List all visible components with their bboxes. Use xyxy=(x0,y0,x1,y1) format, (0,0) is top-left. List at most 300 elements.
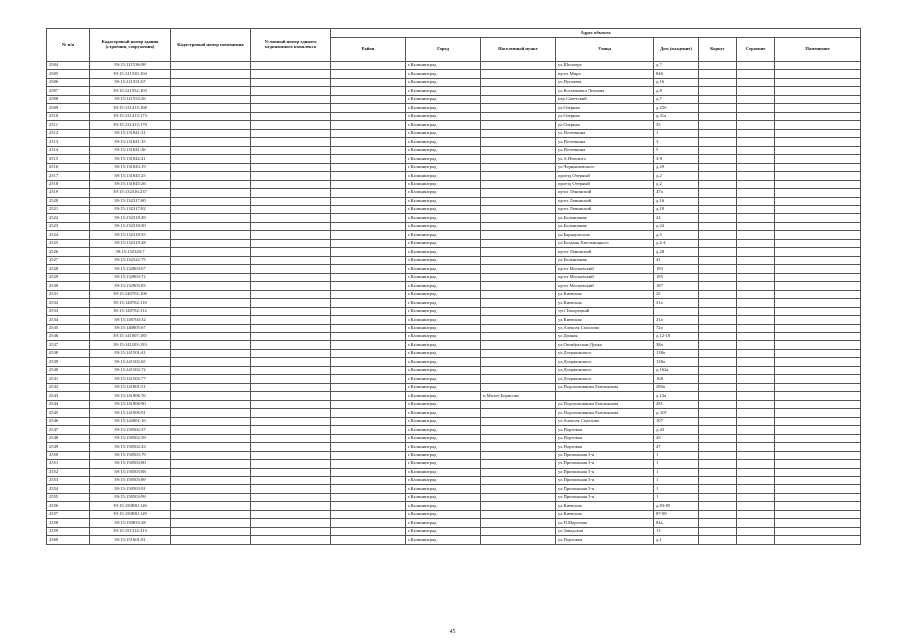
district-cell xyxy=(331,180,406,188)
street-cell: ул.Дзержинского xyxy=(556,375,654,383)
district-cell xyxy=(331,290,406,298)
house-cell: 1 xyxy=(654,460,699,468)
building-cell xyxy=(737,510,775,518)
row-number-cell: 2555 xyxy=(47,493,90,501)
cadastral-building-cell: 39:15:150833:28 xyxy=(90,519,171,527)
district-cell xyxy=(331,307,406,315)
table-row xyxy=(47,256,861,264)
city-cell: г.Калининград xyxy=(406,502,481,510)
room-cell xyxy=(775,273,861,281)
cadastral-building-cell: 39:15:131841:36 xyxy=(90,146,171,154)
room-cell xyxy=(775,138,861,146)
street-cell: ул.Подполковника Емельянова xyxy=(556,400,654,408)
district-cell xyxy=(331,112,406,120)
cadastral-building-cell: 39:15:151601:81 xyxy=(90,536,171,544)
district-cell xyxy=(331,265,406,273)
conditional-complex-cell xyxy=(251,417,331,425)
table-row xyxy=(47,205,861,213)
cadastral-room-cell xyxy=(171,197,251,205)
district-cell xyxy=(331,146,406,154)
korpus-cell xyxy=(699,290,737,298)
row-number-cell: 2531 xyxy=(47,290,90,298)
cadastral-building-cell: 39:15:121553:26 xyxy=(90,95,171,103)
building-cell xyxy=(737,307,775,315)
table-row xyxy=(47,197,861,205)
house-cell xyxy=(654,307,699,315)
room-cell xyxy=(775,112,861,120)
table-row xyxy=(47,265,861,273)
cadastral-building-cell: 39:15:121536:98 xyxy=(90,62,171,70)
settlement-cell xyxy=(481,349,556,357)
street-cell: пр-кт Мира xyxy=(556,70,654,78)
cadastral-building-cell: 39:15:121552:103 xyxy=(90,87,171,95)
house-cell: д.43 xyxy=(654,426,699,434)
conditional-complex-cell xyxy=(251,290,331,298)
row-number-cell: 2523 xyxy=(47,222,90,230)
city-cell: г.Калининград xyxy=(406,299,481,307)
cadastral-room-cell xyxy=(171,316,251,324)
conditional-complex-cell xyxy=(251,307,331,315)
cadastral-building-cell: 39:15:150503:79 xyxy=(90,451,171,459)
row-number-cell: 2525 xyxy=(47,239,90,247)
row-number-cell: 2559 xyxy=(47,527,90,535)
table-row xyxy=(47,248,861,256)
header-address-group: Адрес объекта xyxy=(331,29,861,38)
row-number-cell: 2537 xyxy=(47,341,90,349)
room-cell xyxy=(775,299,861,307)
street-cell: ул.Причальная 5-я xyxy=(556,476,654,484)
street-cell: ул.Дачная xyxy=(556,333,654,341)
settlement-cell xyxy=(481,476,556,484)
cadastral-building-cell: 39:15:131413:173 xyxy=(90,112,171,120)
cadastral-building-cell: 39:15:150502:43 xyxy=(90,443,171,451)
house-cell: д.29 xyxy=(654,163,699,171)
building-cell xyxy=(737,366,775,374)
cadastral-room-cell xyxy=(171,129,251,137)
house-cell: 185 xyxy=(654,273,699,281)
building-cell xyxy=(737,121,775,129)
cadastral-room-cell xyxy=(171,443,251,451)
street-cell: ул.Озерная xyxy=(556,104,654,112)
conditional-complex-cell xyxy=(251,485,331,493)
korpus-cell xyxy=(699,129,737,137)
row-number-cell: 2546 xyxy=(47,417,90,425)
district-cell xyxy=(331,239,406,247)
header-settlement: Населенный пункт xyxy=(481,38,556,62)
city-cell: г.Калининград xyxy=(406,180,481,188)
korpus-cell xyxy=(699,231,737,239)
room-cell xyxy=(775,426,861,434)
cadastral-room-cell xyxy=(171,400,251,408)
city-cell: г.Калининград xyxy=(406,231,481,239)
building-cell xyxy=(737,460,775,468)
room-cell xyxy=(775,231,861,239)
conditional-complex-cell xyxy=(251,536,331,544)
settlement-cell xyxy=(481,282,556,290)
table-row xyxy=(47,324,861,332)
district-cell xyxy=(331,366,406,374)
building-cell xyxy=(737,434,775,442)
cadastral-building-cell: 39:15:140702:110 xyxy=(90,299,171,307)
room-cell xyxy=(775,417,861,425)
table-row xyxy=(47,112,861,120)
room-cell xyxy=(775,180,861,188)
cadastral-building-cell: 39:15:131842:41 xyxy=(90,155,171,163)
conditional-complex-cell xyxy=(251,349,331,357)
house-cell: д.12-18 xyxy=(654,333,699,341)
city-cell: г.Калининград xyxy=(406,222,481,230)
korpus-cell xyxy=(699,417,737,425)
page-number: 45 xyxy=(449,629,456,635)
city-cell: г.Калининград xyxy=(406,129,481,137)
room-cell xyxy=(775,460,861,468)
room-cell xyxy=(775,383,861,391)
header-room: Помещение xyxy=(775,38,861,62)
building-cell xyxy=(737,112,775,120)
korpus-cell xyxy=(699,316,737,324)
street-cell: ул.Барнаульская xyxy=(556,231,654,239)
house-cell: д.5 xyxy=(654,231,699,239)
street-cell: ул.Больничная xyxy=(556,214,654,222)
cadastral-building-cell: 39:15:121551:67 xyxy=(90,78,171,86)
city-cell: г.Калининград xyxy=(406,409,481,417)
korpus-cell xyxy=(699,299,737,307)
settlement-cell xyxy=(481,189,556,197)
district-cell xyxy=(331,476,406,484)
room-cell xyxy=(775,468,861,476)
district-cell xyxy=(331,189,406,197)
house-cell: д.8 xyxy=(654,87,699,95)
building-cell xyxy=(737,392,775,400)
row-number-cell: 2516 xyxy=(47,163,90,171)
conditional-complex-cell xyxy=(251,256,331,264)
row-number-cell: 2548 xyxy=(47,434,90,442)
cadastral-room-cell xyxy=(171,451,251,459)
street-cell: ул.Алексея Сміллова xyxy=(556,324,654,332)
cadastral-room-cell xyxy=(171,536,251,544)
settlement-cell xyxy=(481,468,556,476)
cadastral-building-cell: 39:15:141103:193 xyxy=(90,341,171,349)
cadastral-building-cell: 39:15:141801:51 xyxy=(90,383,171,391)
street-cell: ул.Портовая xyxy=(556,426,654,434)
cadastral-room-cell xyxy=(171,375,251,383)
korpus-cell xyxy=(699,62,737,70)
room-cell xyxy=(775,502,861,510)
conditional-complex-cell xyxy=(251,231,331,239)
room-cell xyxy=(775,222,861,230)
settlement-cell xyxy=(481,307,556,315)
city-cell: г.Калининград xyxy=(406,189,481,197)
settlement-cell xyxy=(481,375,556,383)
cadastral-building-cell: 39:15:140704:32 xyxy=(90,316,171,324)
building-cell xyxy=(737,239,775,247)
room-cell xyxy=(775,366,861,374)
house-cell: д.18 xyxy=(654,205,699,213)
settlement-cell xyxy=(481,112,556,120)
cadastral-room-cell xyxy=(171,485,251,493)
building-cell xyxy=(737,205,775,213)
row-number-cell: 2515 xyxy=(47,155,90,163)
cadastral-building-cell: 39:15:150830:129 xyxy=(90,510,171,518)
korpus-cell xyxy=(699,180,737,188)
settlement-cell xyxy=(481,104,556,112)
korpus-cell xyxy=(699,205,737,213)
street-cell: проезд Озерный xyxy=(556,172,654,180)
row-number-cell: 2541 xyxy=(47,375,90,383)
house-cell: д.28 xyxy=(654,248,699,256)
table-body xyxy=(47,62,861,545)
cadastral-room-cell xyxy=(171,409,251,417)
house-cell: д.25б xyxy=(654,104,699,112)
table-row xyxy=(47,239,861,247)
street-cell: туп.Тихорецкий xyxy=(556,307,654,315)
city-cell: г.Калининград xyxy=(406,426,481,434)
row-number-cell: 2508 xyxy=(47,95,90,103)
cadastral-room-cell xyxy=(171,265,251,273)
room-cell xyxy=(775,172,861,180)
building-cell xyxy=(737,95,775,103)
settlement-cell xyxy=(481,493,556,501)
street-cell: ул.Киевская xyxy=(556,502,654,510)
district-cell xyxy=(331,248,406,256)
room-cell xyxy=(775,324,861,332)
settlement-cell xyxy=(481,70,556,78)
house-cell: 47 xyxy=(654,443,699,451)
cadastral-building-cell: 39:15:131845:25 xyxy=(90,172,171,180)
street-cell: ул.Больничная xyxy=(556,222,654,230)
district-cell xyxy=(331,519,406,527)
settlement-cell xyxy=(481,129,556,137)
room-cell xyxy=(775,197,861,205)
city-cell: г.Калининград xyxy=(406,358,481,366)
building-cell xyxy=(737,155,775,163)
conditional-complex-cell xyxy=(251,104,331,112)
room-cell xyxy=(775,485,861,493)
house-cell: 45 xyxy=(654,434,699,442)
district-cell xyxy=(331,282,406,290)
row-number-cell: 2514 xyxy=(47,146,90,154)
korpus-cell xyxy=(699,341,737,349)
table-row xyxy=(47,299,861,307)
settlement-cell xyxy=(481,333,556,341)
city-cell: г.Калининград xyxy=(406,519,481,527)
conditional-complex-cell xyxy=(251,138,331,146)
row-number-cell: 2517 xyxy=(47,172,90,180)
korpus-cell xyxy=(699,214,737,222)
building-cell xyxy=(737,468,775,476)
room-cell xyxy=(775,282,861,290)
house-cell: д.319 xyxy=(654,409,699,417)
street-cell: ул.Богдана Хмельницкого xyxy=(556,239,654,247)
table-row xyxy=(47,358,861,366)
street-cell: ул.Потемкина xyxy=(556,146,654,154)
cadastral-room-cell xyxy=(171,155,251,163)
table-row xyxy=(47,129,861,137)
cadastral-room-cell xyxy=(171,256,251,264)
conditional-complex-cell xyxy=(251,282,331,290)
korpus-cell xyxy=(699,189,737,197)
city-cell: г.Калининград xyxy=(406,265,481,273)
cadastral-room-cell xyxy=(171,349,251,357)
row-number-cell: 2552 xyxy=(47,468,90,476)
cadastral-room-cell xyxy=(171,205,251,213)
table-row xyxy=(47,510,861,518)
settlement-cell xyxy=(481,426,556,434)
district-cell xyxy=(331,358,406,366)
row-number-cell: 2504 xyxy=(47,62,90,70)
district-cell xyxy=(331,468,406,476)
settlement-cell xyxy=(481,248,556,256)
cadastral-room-cell xyxy=(171,112,251,120)
korpus-cell xyxy=(699,460,737,468)
cadastral-room-cell xyxy=(171,104,251,112)
table-row xyxy=(47,519,861,527)
conditional-complex-cell xyxy=(251,527,331,535)
conditional-complex-cell xyxy=(251,222,331,230)
conditional-complex-cell xyxy=(251,197,331,205)
district-cell xyxy=(331,172,406,180)
cadastral-room-cell xyxy=(171,62,251,70)
district-cell xyxy=(331,231,406,239)
building-cell xyxy=(737,375,775,383)
conditional-complex-cell xyxy=(251,121,331,129)
street-cell: пр-кт Московский xyxy=(556,282,654,290)
city-cell: г.Калининград xyxy=(406,87,481,95)
building-cell xyxy=(737,324,775,332)
settlement-cell xyxy=(481,527,556,535)
house-cell: д.31а xyxy=(654,112,699,120)
row-number-cell: 2532 xyxy=(47,299,90,307)
table-row xyxy=(47,282,861,290)
settlement-cell xyxy=(481,536,556,544)
building-cell xyxy=(737,70,775,78)
cadastral-room-cell xyxy=(171,468,251,476)
street-cell: ул.Причальная 5-я xyxy=(556,468,654,476)
room-cell xyxy=(775,121,861,129)
house-cell: 87-89 xyxy=(654,510,699,518)
street-cell: ул.Портовая xyxy=(556,443,654,451)
conditional-complex-cell xyxy=(251,163,331,171)
street-cell: ул.Причальная 5-я xyxy=(556,451,654,459)
house-cell: 24 xyxy=(654,214,699,222)
korpus-cell xyxy=(699,273,737,281)
district-cell xyxy=(331,392,406,400)
row-number-cell: 2542 xyxy=(47,383,90,391)
city-cell: г.Калининград xyxy=(406,307,481,315)
settlement-cell xyxy=(481,256,556,264)
settlement-cell xyxy=(481,383,556,391)
room-cell xyxy=(775,519,861,527)
street-cell: ул.А.Невского xyxy=(556,155,654,163)
street-cell: пр-кт Ленинский xyxy=(556,205,654,213)
building-cell xyxy=(737,527,775,535)
district-cell xyxy=(331,400,406,408)
row-number-cell: 2506 xyxy=(47,78,90,86)
row-number-cell: 2519 xyxy=(47,189,90,197)
street-cell: ул.Дзержинского xyxy=(556,349,654,357)
district-cell xyxy=(331,443,406,451)
conditional-complex-cell xyxy=(251,146,331,154)
settlement-cell xyxy=(481,434,556,442)
street-cell: ул.Шиллера xyxy=(556,62,654,70)
district-cell xyxy=(331,527,406,535)
city-cell: г.Калининград xyxy=(406,417,481,425)
row-number-cell: 2543 xyxy=(47,392,90,400)
korpus-cell xyxy=(699,256,737,264)
building-cell xyxy=(737,333,775,341)
house-cell: 35 xyxy=(654,121,699,129)
room-cell xyxy=(775,400,861,408)
district-cell xyxy=(331,460,406,468)
table-row xyxy=(47,502,861,510)
street-cell: ул.Чернышевского xyxy=(556,163,654,171)
building-cell xyxy=(737,383,775,391)
row-number-cell: 2556 xyxy=(47,502,90,510)
korpus-cell xyxy=(699,197,737,205)
korpus-cell xyxy=(699,222,737,230)
conditional-complex-cell xyxy=(251,409,331,417)
row-number-cell: 2545 xyxy=(47,409,90,417)
korpus-cell xyxy=(699,239,737,247)
room-cell xyxy=(775,434,861,442)
street-cell: ул.Озерная xyxy=(556,121,654,129)
district-cell xyxy=(331,349,406,357)
house-cell: д.7 xyxy=(654,62,699,70)
table-row xyxy=(47,476,861,484)
city-cell: г.Калининград xyxy=(406,273,481,281)
building-cell xyxy=(737,282,775,290)
table-row xyxy=(47,78,861,86)
street-cell: ул.Киевская xyxy=(556,290,654,298)
house-cell: 138а xyxy=(654,358,699,366)
street-cell: ул.Киевская xyxy=(556,510,654,518)
cadastral-room-cell xyxy=(171,146,251,154)
conditional-complex-cell xyxy=(251,180,331,188)
street-cell: ул.Портовая xyxy=(556,536,654,544)
korpus-cell xyxy=(699,485,737,493)
korpus-cell xyxy=(699,282,737,290)
table-row xyxy=(47,468,861,476)
house-cell: д.83-85 xyxy=(654,502,699,510)
cadastral-room-cell xyxy=(171,282,251,290)
cadastral-room-cell xyxy=(171,138,251,146)
house-cell: 138а xyxy=(654,349,699,357)
building-cell xyxy=(737,62,775,70)
cadastral-room-cell xyxy=(171,333,251,341)
table-row xyxy=(47,400,861,408)
korpus-cell xyxy=(699,70,737,78)
building-cell xyxy=(737,451,775,459)
settlement-cell xyxy=(481,222,556,230)
house-cell: 3 xyxy=(654,138,699,146)
district-cell xyxy=(331,62,406,70)
settlement-cell: п.Малое Борисово xyxy=(481,392,556,400)
cadastral-room-cell xyxy=(171,434,251,442)
table-row xyxy=(47,189,861,197)
district-cell xyxy=(331,87,406,95)
settlement-cell xyxy=(481,341,556,349)
table-row xyxy=(47,536,861,544)
cadastral-room-cell xyxy=(171,383,251,391)
house-cell: 25 xyxy=(654,290,699,298)
cadastral-room-cell xyxy=(171,426,251,434)
building-cell xyxy=(737,180,775,188)
room-cell xyxy=(775,510,861,518)
cadastral-building-cell: 39:15:132317:82 xyxy=(90,205,171,213)
building-cell xyxy=(737,214,775,222)
row-number-cell: 2521 xyxy=(47,205,90,213)
house-cell: д.16 xyxy=(654,78,699,86)
